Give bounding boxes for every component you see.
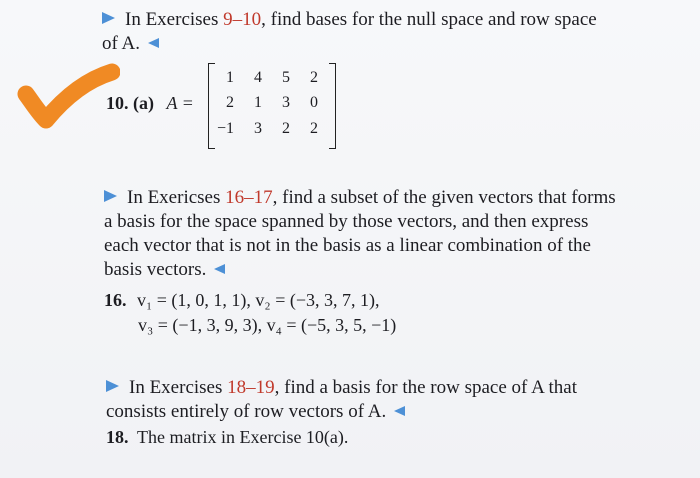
play-arrow-icon bbox=[106, 380, 119, 392]
exercise-ref: 18–19 bbox=[227, 377, 275, 398]
matrix-cell: −1 bbox=[216, 120, 234, 137]
exercise-ref: 16–17 bbox=[225, 187, 273, 208]
matrix-cell: 1 bbox=[254, 94, 262, 111]
back-arrow-icon bbox=[148, 38, 159, 48]
matrix-cell: 0 bbox=[310, 94, 318, 111]
instruction-block-3: In Exercises 18–19, find a basis for the row space of A that consists entirely of row vectors of A. bbox=[106, 377, 577, 422]
instruction-block-1: In Exercises 9–10, find bases for the null space and row space of A. bbox=[102, 9, 597, 54]
matrix-cell: 4 bbox=[254, 69, 262, 86]
matrix-a bbox=[208, 63, 336, 147]
matrix-cell: 2 bbox=[282, 120, 290, 137]
exercise-16-line-2: v₃ = (−1, 3, 9, 3), v₄ = (−5, 3, 5, −1) bbox=[138, 315, 397, 335]
matrix-cell: 2 bbox=[310, 120, 318, 137]
exercise-16: 16. v₁ = (1, 0, 1, 1), v₂ = (−3, 3, 7, 1), bbox=[104, 290, 380, 310]
back-arrow-icon bbox=[214, 264, 225, 274]
checkmark-icon bbox=[16, 62, 120, 132]
matrix-cell: 2 bbox=[310, 69, 318, 86]
play-arrow-icon bbox=[104, 190, 117, 202]
exercise-10: 10. (a) A = bbox=[106, 93, 194, 113]
matrix-cell: 5 bbox=[282, 69, 290, 86]
back-arrow-icon bbox=[394, 406, 405, 416]
instruction-block-2: In Exericses 16–17, find a subset of the given vectors that forms a basis for the space spanned by those vectors, and then express each vector that is not in the basis as a linear combination of the basis vectors. bbox=[104, 187, 616, 280]
matrix-cell: 3 bbox=[282, 94, 290, 111]
exercise-18: 18. The matrix in Exercise 10(a). bbox=[106, 427, 349, 447]
matrix-cell: 2 bbox=[226, 94, 234, 111]
matrix-cell: 1 bbox=[226, 69, 234, 86]
matrix-cell: 3 bbox=[254, 120, 262, 137]
play-arrow-icon bbox=[102, 12, 115, 24]
matrix-right-bracket bbox=[329, 63, 336, 149]
exercise-ref: 9–10 bbox=[223, 9, 262, 30]
